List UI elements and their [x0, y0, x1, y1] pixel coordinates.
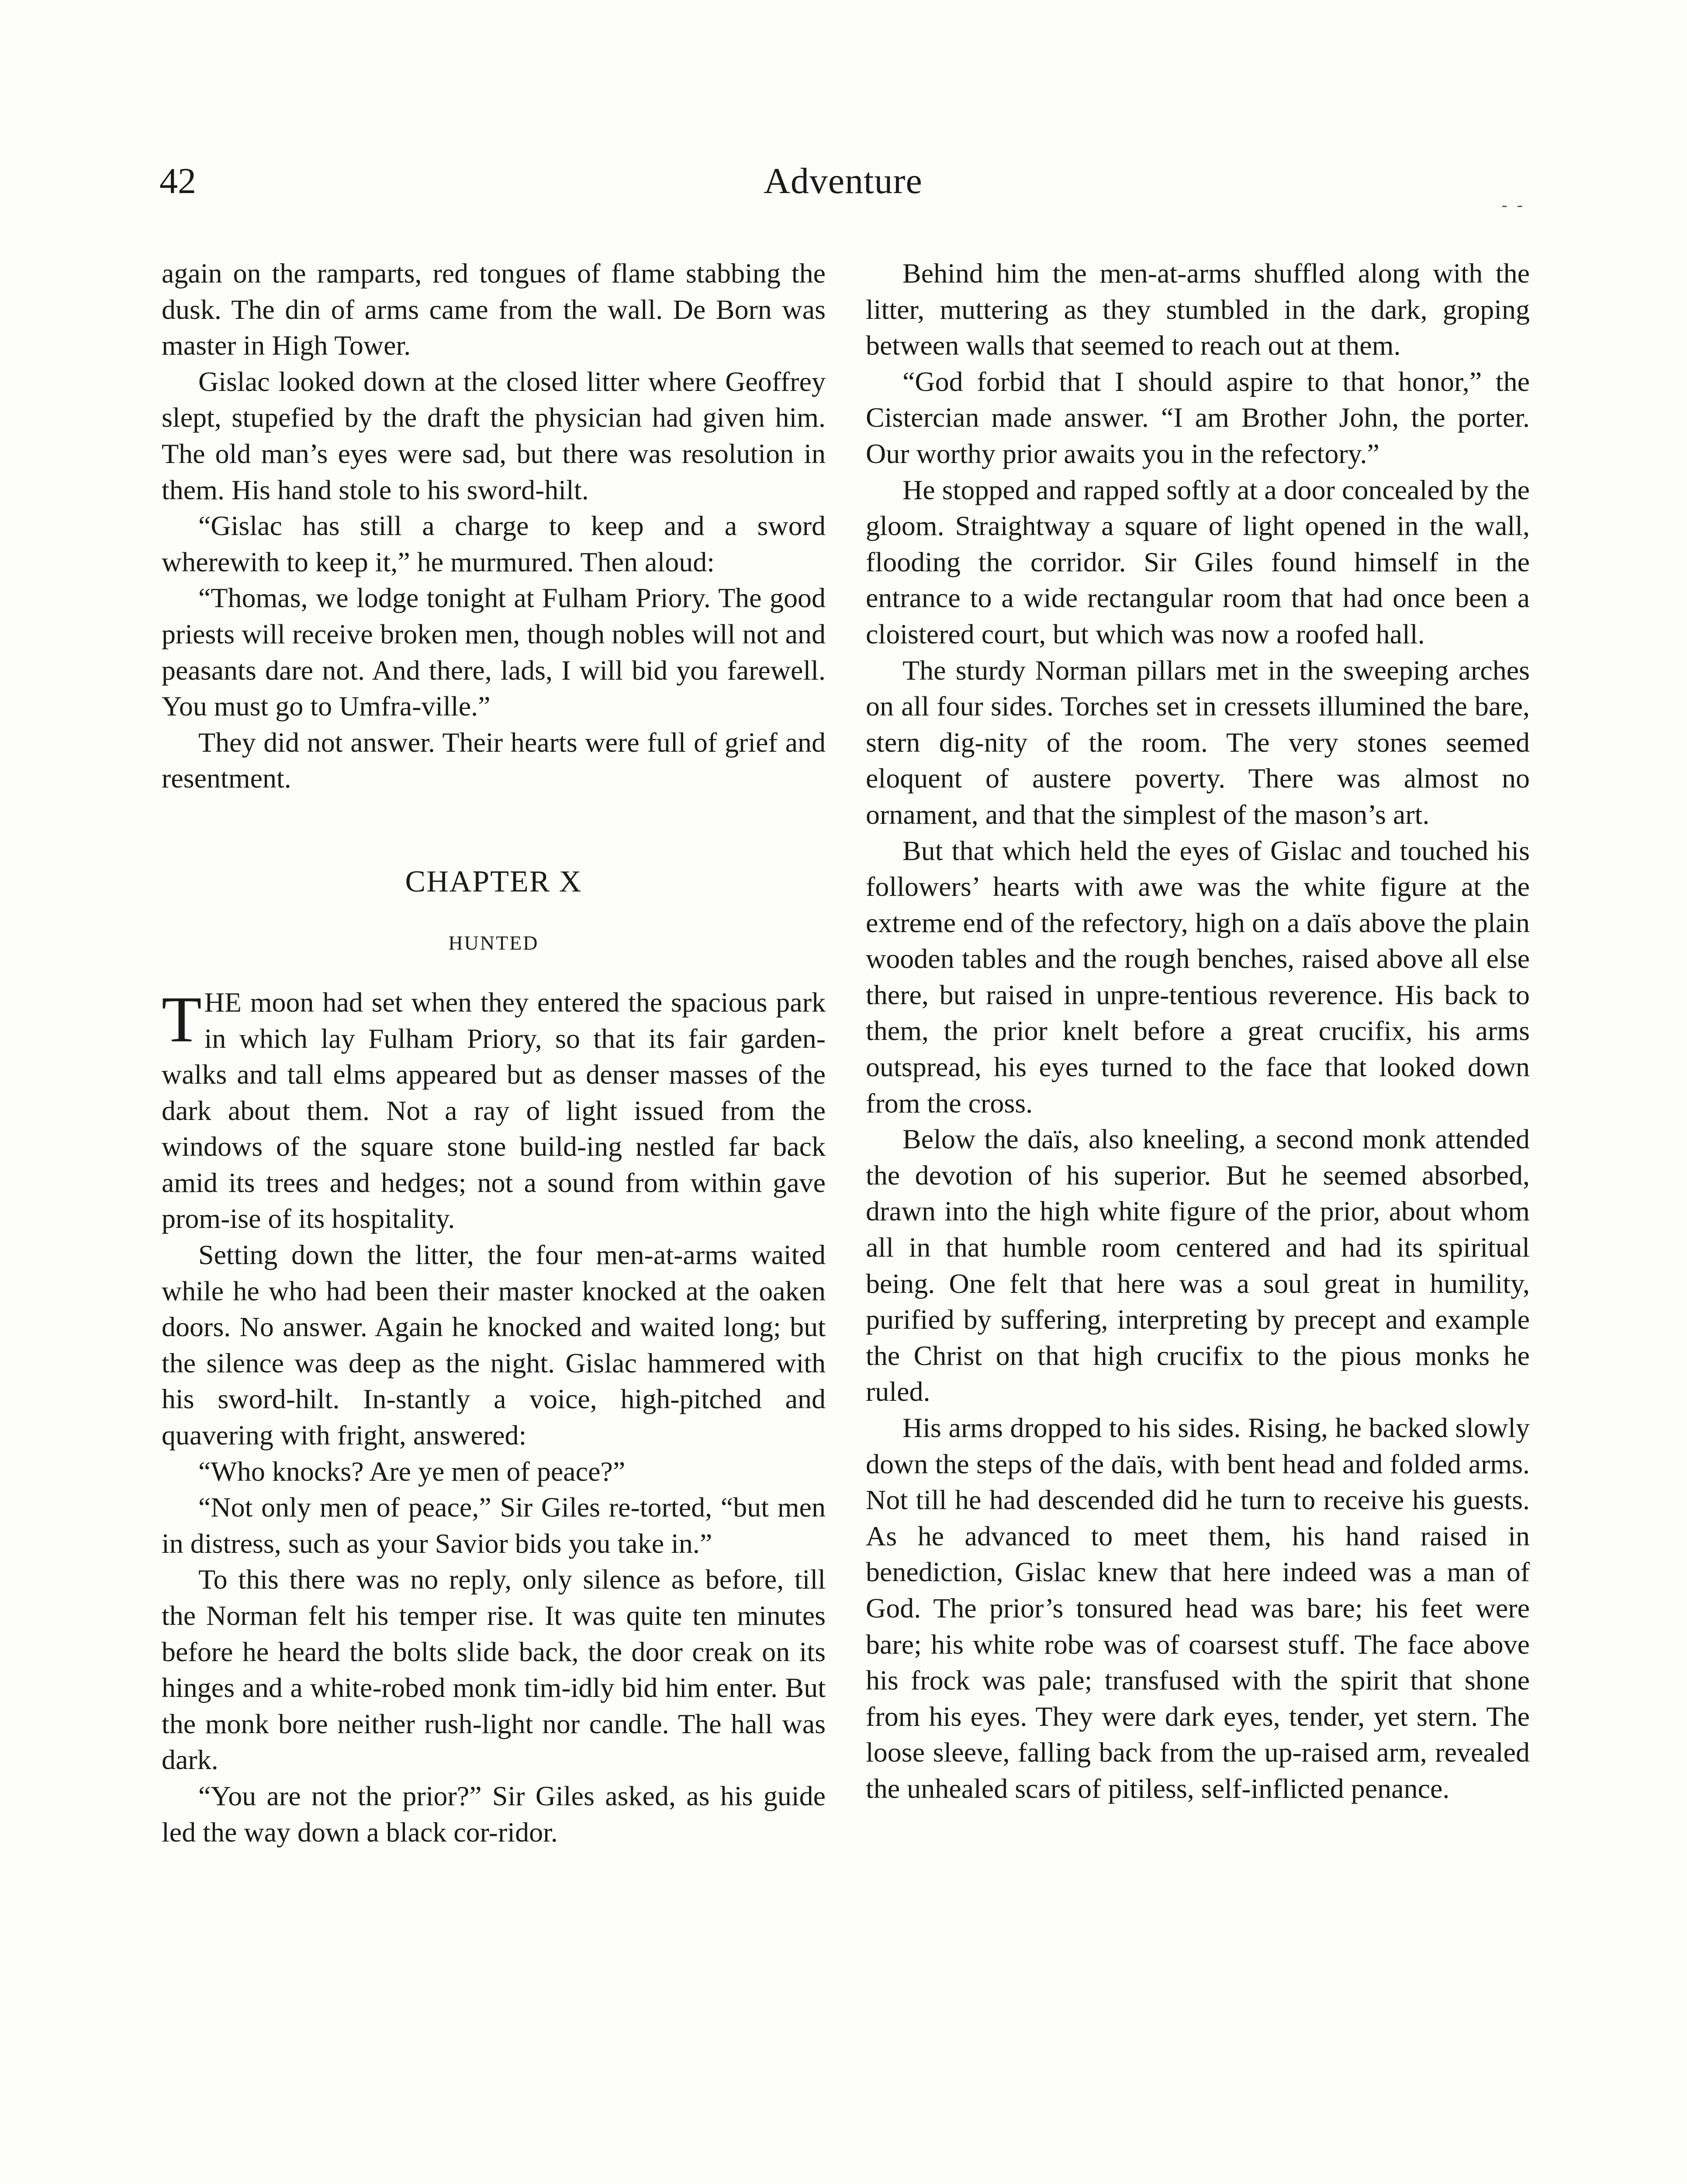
paragraph: again on the ramparts, red tongues of flame stabbing the dusk. The din of arms came from the wall. De Born was master in High Tower. [162, 258, 826, 361]
paragraph: Setting down the litter, the four men-at-arms waited while he who had been their master knocked at the oaken doors. No answer. Again he knocked and waited long; but the silence was deep as the night. Gislac hammered with his sword-hilt. In-stantly a voice, high-pitched and quavering with fright, answered: [162, 1239, 826, 1451]
paragraph: But that which held the eyes of Gislac and touched his followers’ hearts with awe was the white figure at the extreme end of the refectory, high on a daïs above the plain wooden tables and the rough benches, raised above all else there, but raised in unpre-tentious reverence. His back to them, the prior knelt before a great crucifix, his arms outspread, his eyes turned to the face that looked down from the cross. [866, 835, 1530, 1119]
paragraph: They did not answer. Their hearts were full of grief and resentment. [162, 726, 826, 794]
page-number: 42 [159, 161, 196, 201]
paragraph: “God forbid that I should aspire to that honor,” the Cistercian made answer. “I am Brother John, the porter. Our worthy prior awaits you in the refectory.” [866, 366, 1530, 469]
paragraph: Below the daïs, also kneeling, a second monk attended the devotion of his superior. But he seemed absorbed, drawn into the high white figure of the prior, about whom all in that humble room centered and had its spiritual being. One felt that here was a soul great in humility, purified by suffering, interpreting by precept and example the Christ on that high crucifix to the pious monks he ruled. [866, 1123, 1530, 1407]
paragraph: “Who knocks? Are ye men of peace?” [198, 1455, 626, 1487]
corner-mark: - - [1501, 195, 1525, 214]
right-column [866, 256, 1530, 1807]
paragraph: “Not only men of peace,” Sir Giles re-torted, “but men in distress, such as your Savior bids you take in.” [162, 1492, 826, 1559]
paragraph: “Thomas, we lodge tonight at Fulham Priory. The good priests will receive broken men, though nobles will not and peasants dare not. And there, lads, I will bid you farewell. You must go to Umfra-ville.” [162, 582, 826, 722]
opening-paragraph [162, 985, 826, 1237]
paragraph: “You are not the prior?” Sir Giles asked, as his guide led the way down a black cor-ridor. [162, 1780, 826, 1848]
paragraph: Behind him the men-at-arms shuffled along with the litter, muttering as they stumbled in the dark, groping between walls that seemed to reach out at them. [866, 258, 1530, 361]
paragraph: His arms dropped to his sides. Rising, he backed slowly down the steps of the daïs, with bent head and folded arms. Not till he had descended did he turn to receive his guests. As he advanced to meet them, his hand raised in benediction, Gislac knew that here indeed was a man of God. The prior’s tonsured head was bare; his feet were bare; his white robe was of coarsest stuff. The face above his frock was pale; transfused with the spirit that shone from his eyes. They were dark eyes, tender, yet stern. The loose sleeve, falling back from the up-raised arm, revealed the unhealed scars of pitiless, self-inflicted penance. [866, 1412, 1530, 1804]
left-column [162, 256, 826, 1850]
paragraph: The sturdy Norman pillars met in the sweeping arches on all four sides. Torches set in cressets illumined the bare, stern dig-nity of the room. The very stones seemed eloquent of austere poverty. There was almost no ornament, and that the simplest of the mason’s art. [866, 654, 1530, 830]
chapter-title: CHAPTER X [405, 864, 582, 898]
magazine-title: Adventure [764, 161, 923, 201]
running-head [159, 155, 1527, 207]
paragraph: To this there was no reply, only silence as before, till the Norman felt his temper rise. It was quite ten minutes before he heard the bolts slide back, the door creak on its hinges and a white-robed monk tim-idly bid him enter. But the monk bore neither rush-light nor candle. The hall was dark. [162, 1564, 826, 1776]
chapter-subtitle: HUNTED [448, 931, 539, 954]
opening-paragraph-text: HE moon had set when they entered the spacious park in which lay Fulham Priory, so that its fair garden-walks and tall elms appeared but as denser masses of the dark about them. Not a ray of light issued from the windows of the square stone build-ing nestled far back amid its trees and hedges; not a sound from within gave prom-ise of its hospitality. [162, 986, 826, 1234]
paragraph: He stopped and rapped softly at a door concealed by the gloom. Straightway a square of light opened in the wall, flooding the corridor. Sir Giles found himself in the entrance to a wide rectangular room that had once been a cloistered court, but which was now a roofed hall. [866, 474, 1530, 650]
paragraph: “Gislac has still a charge to keep and a sword wherewith to keep it,” he murmured. Then aloud: [162, 510, 826, 577]
drop-cap: T [162, 983, 202, 1056]
paragraph: Gislac looked down at the closed litter where Geoffrey slept, stupefied by the draft the physician had given him. The old man’s eyes were sad, but there was resolution in them. His hand stole to his sword-hilt. [162, 366, 826, 505]
